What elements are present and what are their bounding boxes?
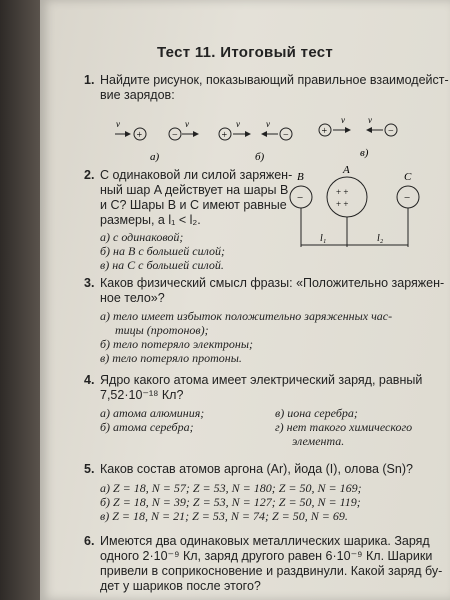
svg-text:+: + [136,130,143,141]
svg-text:−: − [404,192,411,204]
question-text-line: Каков физический смысл фразы: «Положительно заряжен- [100,276,445,290]
question-text-line: 7,52·10⁻¹⁸ Кл? [100,388,184,402]
question-number: 5. [84,462,95,476]
vector-label: v [116,119,120,129]
vector-label: v [236,119,240,129]
figure-a [115,119,198,163]
question-text-line: Ядро какого атома имеет электрический заряд, равный [100,373,423,387]
svg-text:−: − [297,192,304,204]
question-text-line: ное тело»? [100,291,165,305]
question-text-line: С одинаковой ли силой заряжен- [100,168,293,182]
book-edge-shadow [0,0,40,600]
label-l2: l₂ [377,233,384,244]
figure-label: б) [255,151,265,163]
svg-text:−: − [388,126,394,137]
label-C: C [404,171,412,183]
question-text-line: и C? Шары B и C имеют равные [100,198,287,212]
answer-option: в) на C с большей силой. [100,258,224,272]
answer-option: элемента. [292,434,345,448]
answer-option: б) атома серебра; [100,420,194,434]
svg-text:+: + [221,130,228,141]
figure-b [219,119,292,163]
question-text-line: Найдите рисунок, показывающий правильное взаимодейст- [100,73,449,87]
question-number: 2. [84,168,95,182]
svg-text:+ +: + + [336,187,349,197]
question-number: 6. [84,534,95,548]
answer-option: б) на B с большей силой; [100,244,225,258]
answer-option: б) Z = 18, N = 39; Z = 53, N = 127; Z = 50, N = 119; [100,495,361,509]
figure-label: в) [360,147,369,159]
spheres-figure [280,165,440,275]
answer-option: в) тело потеряло протоны. [100,351,242,365]
question-text-line: вие зарядов: [100,88,175,102]
label-l1: l₁ [320,233,327,244]
answer-option: а) атома алюминия; [100,406,205,420]
question-text-line: одного 2·10⁻⁹ Кл, заряд другого равен 6·10⁻⁹ Кл. Шарики [100,549,433,563]
answer-option: а) Z = 18, N = 57; Z = 53, N = 180; Z = 50, N = 169; [100,481,362,495]
page-title: Тест 11. Итоговый тест [156,44,334,61]
svg-text:+ +: + + [336,199,349,209]
vector-label: v [266,119,270,129]
label-B: B [297,171,304,183]
question-number: 3. [84,276,95,290]
vector-label: v [185,119,189,129]
book-page [40,0,450,600]
answer-option: г) нет такого химического [275,420,413,434]
question-text-line: привели в соприкосновение и раздвинули. Какой заряд бу- [100,564,443,578]
question-text-line: размеры, а l₁ < l₂. [100,213,201,227]
question-text-line: ный шар A действует на шары B [100,183,289,197]
answer-option: а) с одинаковой; [100,230,184,244]
label-A: A [343,165,350,176]
svg-text:−: − [172,130,178,141]
question-number: 1. [84,73,95,87]
question-text-line: Имеются два одинаковых металлических шарика. Заряд [100,534,430,548]
svg-text:+: + [321,126,328,137]
answer-option: в) Z = 18, N = 21; Z = 53, N = 74; Z = 50, N = 69. [100,509,348,523]
sphere-A [327,177,367,217]
figure-label: а) [150,151,160,163]
question-text-line: дет у шариков после этого? [100,579,261,593]
svg-text:−: − [283,130,289,141]
vector-label: v [368,118,372,125]
question-text-line: Каков состав атомов аргона (Ar), йода (I), олова (Sn)? [100,462,413,476]
figure-c [319,118,397,159]
question-number: 4. [84,373,95,387]
answer-option: тицы (протонов); [115,323,209,337]
answer-option: а) тело имеет избыток положительно заряженных час- [100,309,393,323]
vector-label: v [341,118,345,125]
answer-option: в) иона серебра; [275,406,358,420]
answer-option: б) тело потеряло электроны; [100,337,253,351]
